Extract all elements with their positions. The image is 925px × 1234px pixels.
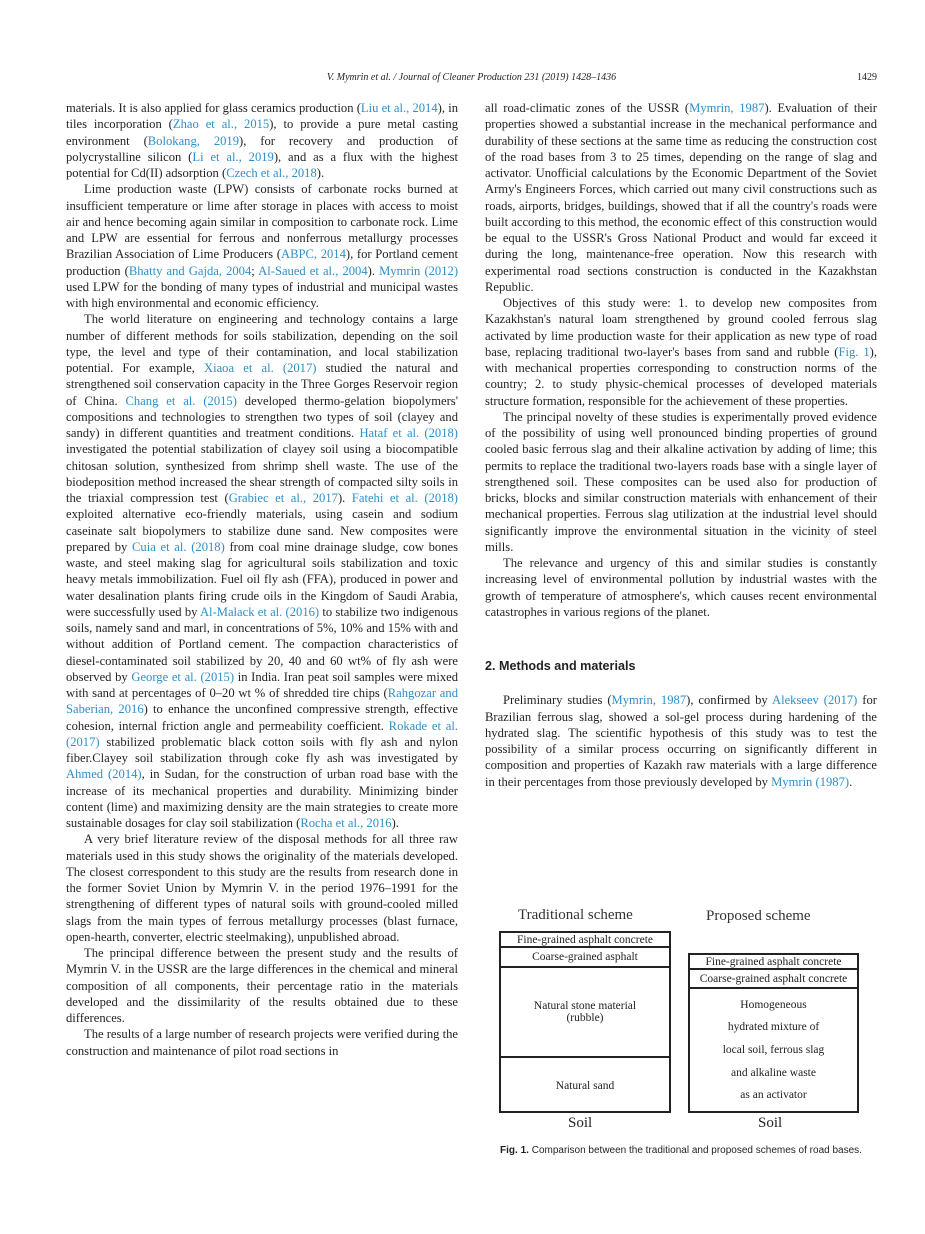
- mixture-label-line3: local soil, ferrous slag: [722, 1043, 825, 1056]
- citation-link[interactable]: Rokade et al. (2017): [66, 718, 458, 749]
- citation-link[interactable]: Xiaoa et al. (2017): [204, 361, 317, 375]
- text-run: developed thermo-gelation biopolymers' compositions and technologies to strengthen two types of soil (clayey and sandy) in different quantities and treatment conditions.: [66, 393, 458, 440]
- traditional-scheme-diagram: [499, 931, 671, 1113]
- left-paragraph-2: [66, 181, 458, 311]
- proposed-layer-stabilized-soil: [690, 989, 857, 1111]
- left-paragraph-5: The principal difference between the present study and the results of Mymrin V. in the USSR are the large differences in the chemical and mineral composition of all components, their percentage ratio in the materials developed and the dissimilarity of the results obtained due to these differences.: [66, 946, 458, 1025]
- citation-link[interactable]: George et al. (2015): [131, 669, 235, 684]
- text-run: Objectives of this study were: 1. to develop new composites from Kazakhstan's natural loam strengthened by ground cooled ferrous slag activated by lime production waste for their application as new type of road base, replacing traditional two-layer's bases from sand and rubble (: [485, 296, 877, 359]
- text-run: investigated the potential stabilization of clayey soil using a biocompatible chitosan solution, synthesized from shrimp shell waste. The use of the biodeposition method increased the shear strength of compacted silty soils in the triaxial compression test (: [66, 442, 458, 505]
- right-paragraph-3: The principal novelty of these studies is experimentally proved evidence of the possibility of using well pronounced binding properties of ground cooled basic ferrous slag and their alkaline activation by adding of lime; this permits to replace the traditional two-layers roads base with a single layer of strengthened soil. These composites can be used also for production of bricks, blocks and similar construction materials with enhancement of their mechanical properties. Ferrous slag utilization at the industrial level should significantly improve the environmental situation in the vicinity of steel mills.: [485, 409, 877, 554]
- figure-caption: [485, 1145, 877, 1156]
- text-run: Preliminary studies (: [503, 693, 612, 708]
- text-run: The world literature on engineering and technology contains a large number of different methods for soils stabilization, depending on the soil type, the level and type of their contamination, and local stabilization potential. For example,: [66, 312, 458, 375]
- citation-link[interactable]: ABPC, 2014: [280, 247, 346, 262]
- text-run: ;: [251, 263, 259, 278]
- proposed-scheme-diagram: [688, 953, 859, 1113]
- citation-link[interactable]: Al-Malack et al. (2016): [199, 604, 320, 619]
- mixture-label-line5: as an activator: [740, 1089, 807, 1102]
- traditional-layer-coarse-asphalt: Coarse-grained asphalt: [501, 948, 669, 968]
- text-run: ) to enhance the unconfined compressive strength, effective cohesion, internal friction angle and permeability coefficient.: [66, 702, 458, 733]
- text-run: ). Evaluation of their properties showed a substantial increase in the mechanical performance and durability of these sections at the same time as reducing the construction cost of the road bases from 3 to 25 times, depending on the range of slag and activator. Unofficial calculations by the Economic Department of the Soviet Army's Engineers Forces, which carried out many civil constructions such as roads, airports, bridges, buildings, showed that if all the country's roads were built according to this method, the economic effect of this construction would be equal to the USSR's Gross National Product and would far exceed it during the long, maintenance-free operation. Now this research with experimental road sections construction is conducted in the Kazakhstan Republic.: [485, 101, 878, 294]
- citation-link[interactable]: Mymrin (1987): [771, 774, 850, 789]
- mixture-label-line2: hydrated mixture of: [727, 1021, 820, 1034]
- text-run: exploited alternative eco-friendly materials, using casein and sodium caseinate salt biopolymers to stabilize dune sand. New composites were prepared by: [66, 507, 458, 554]
- text-run: stabilized problematic black cotton soils with fly ash and nylon fiber.Clayey soil stabilization through coke fly ash was investigated by: [66, 734, 458, 765]
- citation-link[interactable]: Czech et al., 2018: [226, 166, 317, 180]
- text-run: , in Sudan, for the construction of urban road base with the increase of its mechanical properties and durability. Minimizing binder content (lime) and maximizing density are the main strategies to create more sustainable dosages for clay soil stabilization (: [66, 767, 458, 830]
- left-paragraph-6: The results of a large number of research projects were verified during the construction and maintenance of pilot road sections in: [66, 1027, 458, 1058]
- traditional-scheme-title: Traditional scheme: [518, 907, 633, 923]
- right-paragraph-2: [485, 295, 877, 409]
- text-run: in India. Iran peat soil samples were mixed with sand at percentages of 0–20 wt % of shredded tire chips (: [66, 669, 459, 700]
- proposed-scheme-title: Proposed scheme: [706, 908, 811, 924]
- proposed-layer-coarse-asphalt: Coarse-grained asphalt concrete: [690, 970, 857, 989]
- citation-link[interactable]: Mymrin, 1987: [689, 101, 765, 115]
- text-run: ).: [316, 166, 325, 180]
- citation-link[interactable]: Al-Saued et al., 2004: [258, 263, 368, 278]
- citation-link[interactable]: Li et al., 2019: [192, 149, 274, 164]
- text-run: from coal mine drainage sludge, cow bones waste, and steel making slag for agricultural soils stabilization and toxic heavy metals immobilization. Fuel oil fly ash (FFA), produced in power and water desalination plants firing crude oils in the Kingdom of Saudi Arabia, were successfully used by: [66, 539, 458, 619]
- citation-link[interactable]: Bhatty and Gajda, 2004: [128, 263, 252, 278]
- text-run: ), for recovery and production of polycrystalline silicon (: [66, 133, 458, 164]
- citation-link[interactable]: Chang et al. (2015): [125, 393, 237, 408]
- text-run: ), to provide a pure metal casting environment (: [66, 117, 459, 148]
- traditional-layer-rubble: [501, 968, 669, 1058]
- citation-link[interactable]: Cuia et al. (2018): [132, 539, 225, 554]
- citation-link[interactable]: Ahmed (2014): [66, 767, 142, 782]
- text-run: materials. It is also applied for glass ceramics production (: [66, 101, 361, 115]
- citation-link[interactable]: Alekseev (2017): [771, 693, 858, 708]
- text-run: studied the natural and strengthened soil conservation capacity in the Three Gorges Reservoir region of China.: [66, 361, 458, 408]
- text-run: all road-climatic zones of the USSR (: [485, 101, 690, 115]
- citation-link[interactable]: Fatehi et al. (2018): [351, 491, 458, 505]
- traditional-layer-fine-asphalt: Fine-grained asphalt concrete: [501, 933, 669, 948]
- right-paragraph-5: [485, 692, 877, 790]
- right-paragraph-1: [485, 100, 877, 295]
- caption-text: Comparison between the traditional and proposed schemes of road bases.: [528, 1145, 862, 1156]
- text-run: used LPW for the bonding of many types of industrial and municipal wastes with high environmental and economic efficiency.: [66, 279, 458, 310]
- traditional-soil-line: [499, 1111, 671, 1113]
- citation-link[interactable]: Rahgozar and Saberian, 2016: [66, 686, 458, 717]
- right-column: [485, 100, 877, 790]
- citation-link[interactable]: Hataf et al. (2018): [359, 426, 458, 440]
- citation-link[interactable]: Grabiec et al., 2017: [228, 491, 338, 505]
- text-run: ).: [367, 263, 380, 278]
- citation-link[interactable]: Bolokang, 2019: [147, 133, 240, 148]
- text-run: ), and as a flux with the highest potential for Cd(II) adsorption (: [66, 149, 458, 180]
- running-title: V. Mymrin et al. / Journal of Cleaner Production 231 (2019) 1428–1436: [326, 72, 617, 83]
- citation-link[interactable]: Mymrin, 1987: [611, 693, 687, 708]
- text-run: for Brazilian ferrous slag, showed a sol-gel process during hardening of the hydrated slag. The scientific hypothesis of this study was to test the possibility of a similar process occurring on significantly different in composition and properties of Kazakh raw materials with a large difference in their percentages from those previously developed by: [485, 693, 877, 789]
- mixture-label-line4: and alkaline waste: [731, 1066, 816, 1079]
- left-paragraph-1: [66, 100, 458, 181]
- page-number: 1429: [857, 72, 877, 83]
- traditional-soil-label: Soil: [568, 1115, 593, 1131]
- traditional-layer-sand: Natural sand: [555, 1079, 615, 1092]
- caption-label: Fig. 1.: [500, 1145, 529, 1156]
- citation-link[interactable]: Mymrin (2012): [379, 263, 459, 278]
- mixture-label-line1: Homogeneous: [740, 998, 807, 1011]
- text-run: ).: [337, 491, 352, 505]
- text-run: ).: [391, 816, 399, 830]
- text-run: to stabilize two indigenous soils, namely sand and marl, in concentrations of 5%, 10% and 15% with and without addition of Portland cement. The compaction characteristics of diesel-contaminated soil stabilized by 20, 40 and 60 wt% of fly ash were observed by: [66, 604, 458, 684]
- citation-link[interactable]: Liu et al., 2014: [360, 101, 438, 115]
- citation-link[interactable]: Zhao et al., 2015: [172, 117, 270, 132]
- left-paragraph-3: [66, 311, 458, 831]
- citation-link[interactable]: Rocha et al., 2016: [300, 816, 392, 830]
- rubble-label-line2: (rubble): [566, 1012, 604, 1024]
- left-paragraph-4: A very brief literature review of the disposal methods for all three raw materials used in this study shows the originality of the materials developed. The closest correspondent to this study are the results from research done in the former Soviet Union by Mymrin V. in the period 1976–1991 for the strengthening of different types of natural soils with ground-cooled milled slags from the main types of ferrous metallurgy processes (blast furnace, open-hearth, converter, electric steelmaking), unpublished abroad.: [66, 832, 458, 944]
- citation-link[interactable]: Fig. 1: [838, 344, 870, 359]
- proposed-soil-label: Soil: [758, 1115, 783, 1131]
- section-heading: 2. Methods and materials: [485, 659, 636, 673]
- proposed-layer-fine-asphalt: Fine-grained asphalt concrete: [690, 955, 857, 970]
- rubble-label-line1: Natural stone material: [533, 1000, 637, 1012]
- left-column: [66, 100, 458, 1059]
- text-run: ), confirmed by: [686, 693, 772, 708]
- text-run: .: [849, 774, 853, 789]
- text-run: Lime production waste (LPW) consists of carbonate rocks burned at insufficient temperature or lime after storage in places with access to moist air and hence becoming again similar in composition to carbonate rock. Lime and LPW are essential for ferrous and nonferrous metallurgy processes Brazilian Association of Lime Producers (: [66, 182, 458, 262]
- text-run: ), for Portland cement production (: [66, 247, 458, 278]
- right-paragraph-4: The relevance and urgency of this and similar studies is constantly increasing level of environmental pollution by industrial wastes with the growth of temperature of atmosphere's, which causes recent environmental catastrophes in various regions of the planet.: [485, 556, 877, 619]
- road-base-figure: [496, 905, 876, 1135]
- running-header: [66, 72, 877, 88]
- text-run: ), in tiles incorporation (: [66, 101, 458, 132]
- text-run: ), with mechanical properties corresponding to construction norms of the country; 2. to study physic-chemical processes of developed materials structure formation, responsible for the achievement of these properties.: [485, 344, 877, 408]
